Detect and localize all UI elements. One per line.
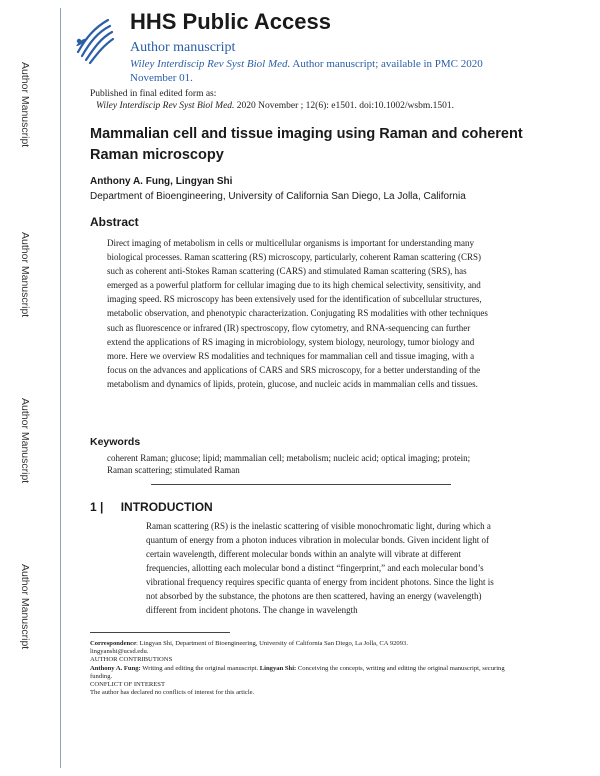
contributions-line <box>90 665 510 681</box>
hhs-public-access-title: HHS Public Access <box>130 9 331 34</box>
published-final-block <box>90 88 454 112</box>
left-margin <box>0 0 62 776</box>
article-title: Mammalian cell and tissue imaging using Raman and coherent Raman microscopy <box>90 126 523 163</box>
author1-text: Writing and editing the original manuscript. <box>140 664 260 672</box>
keywords-text: coherent Raman; glucose; lipid; mammalian cell; metabolism; nucleic acid; optical imaging; protein; Raman scattering; stimulated Raman <box>107 453 471 475</box>
footnote-rule <box>90 632 230 633</box>
margin-rule <box>60 8 61 768</box>
keywords-rule <box>151 484 451 485</box>
section-title: INTRODUCTION <box>120 500 213 514</box>
article-authors: Anthony A. Fung, Lingyan Shi <box>90 176 233 187</box>
introduction-heading <box>90 500 213 514</box>
introduction-text: Raman scattering (RS) is the inelastic scattering of visible monochromatic light, during which a quantum of energy from a photon induces vibration in molecular bonds. Given incident light of certain wavelength, different molecular bonds within an analyte will vibrate at different frequencies, allotting each molecular bond a distinct “fingerprint,” and each molecular bond’s vibrational frequency requires specific quanta of energy from incident photons. Since the light is not absorbed by the substance, the photons are then scattered, having an energy (wavelength) different from incident photons. The change in wavelength <box>146 521 494 615</box>
published-citation-text: 2020 November ; 12(6): e1501. doi:10.1002/wsbm.1501. <box>236 101 454 111</box>
hhs-eagle-logo-icon <box>68 8 118 68</box>
correspondence-label: Correspondence <box>90 640 137 647</box>
article-affiliation: Department of Bioengineering, University of California San Diego, La Jolla, California <box>90 191 466 202</box>
section-number: 1 | <box>90 500 104 514</box>
side-label-1: Author Manuscript <box>19 62 31 148</box>
conflict-heading: CONFLICT OF INTEREST <box>90 681 165 689</box>
published-journal: Wiley Interdiscip Rev Syst Biol Med. <box>96 101 235 111</box>
journal-availability <box>130 57 530 85</box>
conflict-text: The author has declared no conflicts of interest for this article. <box>90 689 255 697</box>
author2-text: Conceiving the concepts, writing and editing the original manuscript, securing funding. <box>90 664 505 680</box>
abstract-text: Direct imaging of metabolism in cells or multicellular organisms is important for understanding many biological processes. Raman scattering (RS) microscopy, particularly, coherent Raman scattering (CRS) such as coherent anti-Stokes Raman scattering (CARS) and stimulated Raman scattering (SRS), has emerged as a powerful platform for cellular imaging due to its high chemical selectivity, sensitivity, and imaging speed. RS microscopy has been extensively used for the identification of subcellular structures, metabolic observation, and phenotypic characterization. Conjugating RS modalities with other techniques such as fluorescence or infrared (IR) spectroscopy, flow cytometry, and RNA-sequencing can further extend the applications of RS imaging in microbiology, system biology, neurology, tumor biology and more. Here we overview RS modalities and techniques for mammalian cell and tissue imaging, with a focus on the advances and applications of CARS and SRS microscopy, for a better understanding of the metabolism and dynamics of lipids, protein, glucose, and nucleic acids in mammalian cells and tissues. <box>107 238 488 389</box>
side-label-4: Author Manuscript <box>19 564 31 650</box>
availability-text: Author manuscript; available in PMC 2020 November 01. <box>130 58 483 84</box>
correspondence-email: lingyanshi@ucsd.edu. <box>90 648 149 656</box>
side-label-3: Author Manuscript <box>19 398 31 484</box>
keywords-heading: Keywords <box>90 436 141 448</box>
published-label: Published in final edited form as: <box>90 89 217 99</box>
abstract-heading: Abstract <box>90 215 139 229</box>
correspondence-text: : Lingyan Shi, Department of Bioengineering, University of California San Diego, La Jolla, CA 92093. <box>136 640 408 647</box>
contributions-heading: AUTHOR CONTRIBUTIONS <box>90 656 173 664</box>
published-citation <box>90 100 454 112</box>
journal-name: Wiley Interdiscip Rev Syst Biol Med. <box>130 58 291 70</box>
author2-label: Lingyan Shi: <box>259 664 297 672</box>
correspondence-line <box>90 640 510 648</box>
side-label-2: Author Manuscript <box>19 232 31 318</box>
author-manuscript-label: Author manuscript <box>130 40 236 55</box>
author1-label: Anthony A. Fung: <box>90 664 141 672</box>
footnotes <box>90 640 510 697</box>
